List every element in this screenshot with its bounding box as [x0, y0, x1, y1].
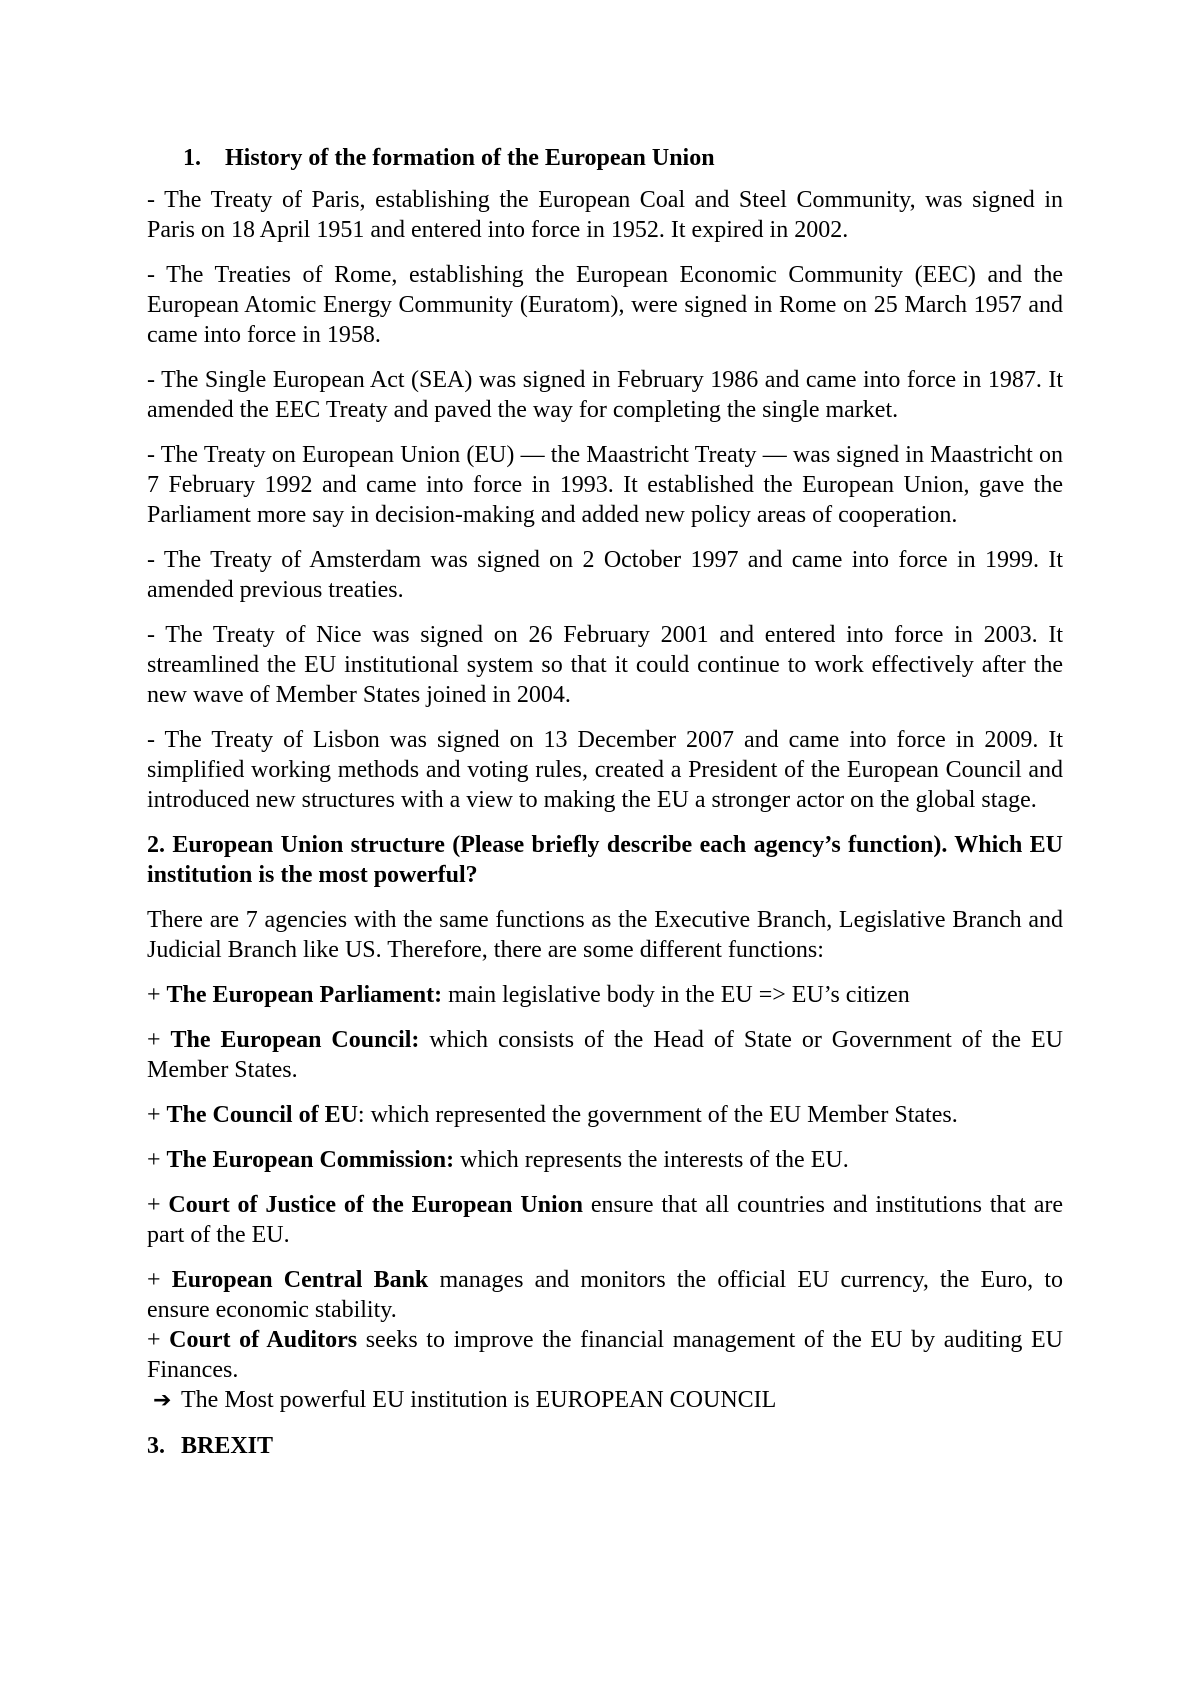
- treaty-amsterdam-paragraph: - The Treaty of Amsterdam was signed on 2 October 1997 and came into force in 1999. It amended previous treaties.: [147, 547, 1063, 603]
- item-prefix: +: [147, 1027, 171, 1053]
- section-2-heading: 2. European Union structure (Please briefly describe each agency’s function). Which EU institution is the most powerful?: [147, 832, 1063, 888]
- institution-item-european-council: [147, 1025, 1063, 1085]
- institution-name: The Council of EU: [166, 1102, 358, 1128]
- institution-name: The European Parliament:: [166, 982, 443, 1008]
- institution-item-parliament: [147, 980, 1063, 1010]
- institution-description: main legislative body in the EU => EU’s citizen: [442, 982, 910, 1008]
- institution-item-court-of-justice: [147, 1190, 1063, 1250]
- conclusion-line: [147, 1385, 1063, 1416]
- section-1-number: 1.: [183, 145, 201, 171]
- institution-description: which represents the interests of the EU.: [454, 1147, 849, 1173]
- section-1-heading: [147, 143, 1063, 173]
- item-prefix: +: [147, 982, 167, 1008]
- section-3-number: 3.: [147, 1433, 165, 1459]
- item-prefix: +: [147, 1147, 167, 1173]
- institution-item-council-of-eu: [147, 1100, 1063, 1130]
- right-arrow-icon: ➔: [153, 1388, 172, 1413]
- section-2-intro: There are 7 agencies with the same functions as the Executive Branch, Legislative Branch and Judicial Branch like US. Therefore, there are some different functions:: [147, 907, 1063, 963]
- institution-description: : which represented the government of the EU Member States.: [357, 1102, 958, 1128]
- section-1-title: History of the formation of the European Union: [225, 145, 715, 171]
- section-3-heading: [147, 1431, 1063, 1461]
- section-3-title: BREXIT: [181, 1433, 274, 1459]
- treaty-nice-paragraph: - The Treaty of Nice was signed on 26 February 2001 and entered into force in 2003. It streamlined the EU institutional system so that it could continue to work effectively after the new wave of Member States joined in 2004.: [147, 622, 1063, 708]
- maastricht-treaty-paragraph: - The Treaty on European Union (EU) — the Maastricht Treaty — was signed in Maastricht on 7 February 1992 and came into force in 1993. It established the European Union, gave the Parliament more say in decision-making and added new policy areas of cooperation.: [147, 442, 1063, 528]
- institution-item-court-of-auditors: [147, 1325, 1063, 1385]
- institution-description: manages and monitors the official EU currency, the Euro, to ensure economic stability.: [147, 1267, 1063, 1323]
- institution-name: Court of Auditors: [169, 1327, 358, 1353]
- institution-description: ensure that all countries and institutions that are part of the EU.: [147, 1192, 1063, 1248]
- item-prefix: +: [147, 1102, 167, 1128]
- item-prefix: +: [147, 1327, 170, 1353]
- institution-item-central-bank: [147, 1265, 1063, 1325]
- treaty-paris-paragraph: - The Treaty of Paris, establishing the European Coal and Steel Community, was signed in Paris on 18 April 1951 and entered into force in 1952. It expired in 2002.: [147, 187, 1063, 243]
- institution-name: European Central Bank: [171, 1267, 429, 1293]
- conclusion-text: The Most powerful EU institution is EUROPEAN COUNCIL: [181, 1387, 777, 1413]
- item-prefix: +: [147, 1267, 172, 1293]
- item-prefix: +: [147, 1192, 169, 1218]
- institution-description: which consists of the Head of State or Government of the EU Member States.: [147, 1027, 1063, 1083]
- institution-name: The European Council:: [170, 1027, 420, 1053]
- institution-name: Court of Justice of the European Union: [168, 1192, 584, 1218]
- institution-name: The European Commission:: [166, 1147, 455, 1173]
- institution-item-commission: [147, 1145, 1063, 1175]
- treaty-lisbon-paragraph: - The Treaty of Lisbon was signed on 13 December 2007 and came into force in 2009. It simplified working methods and voting rules, created a President of the European Council and introduced new structures with a view to making the EU a stronger actor on the global stage.: [147, 727, 1063, 813]
- treaty-rome-paragraph: - The Treaties of Rome, establishing the European Economic Community (EEC) and the European Atomic Energy Community (Euratom), were signed in Rome on 25 March 1957 and came into force in 1958.: [147, 262, 1063, 348]
- single-european-act-paragraph: - The Single European Act (SEA) was signed in February 1986 and came into force in 1987. It amended the EEC Treaty and paved the way for completing the single market.: [147, 367, 1063, 423]
- institution-description: seeks to improve the financial management of the EU by auditing EU Finances.: [147, 1327, 1063, 1383]
